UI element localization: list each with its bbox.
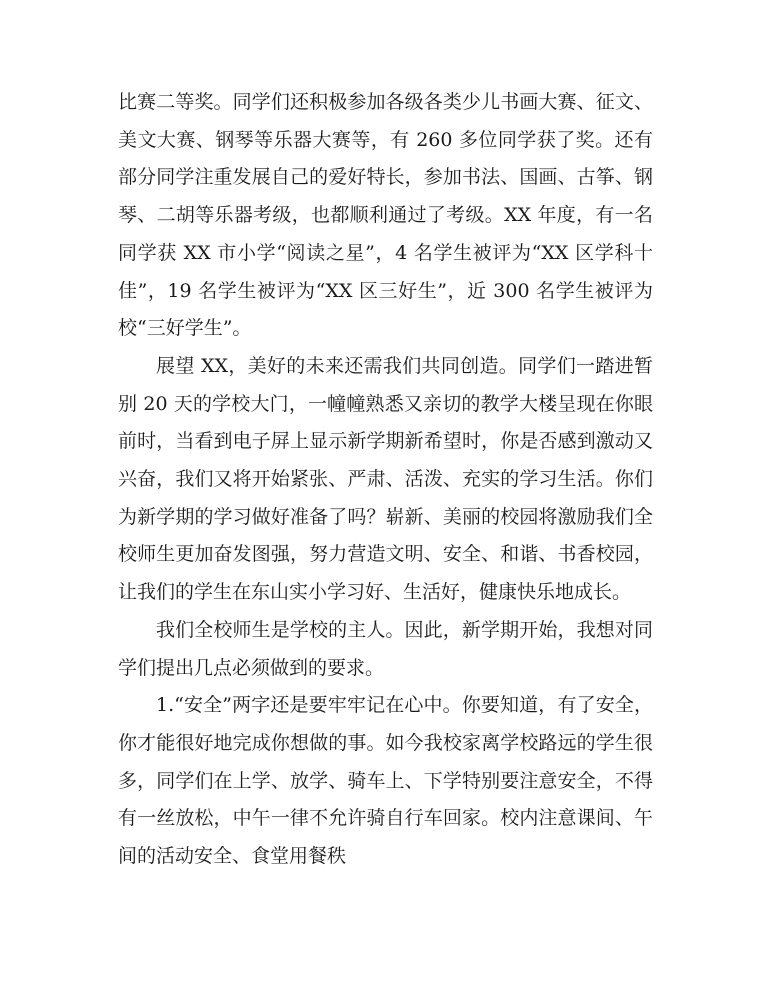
paragraph-safety: 1.“安全”两字还是要牢牢记在心中。你要知道，有了安全，你才能很好地完成你想做的事。如今我校家离学校路远的学生很多，同学们在上学、放学、骑车上、下学特别要注意安全，不得有一丝放松，中午一律不允许骑自行车回家。校内注意课间、午间的活动安全、食堂用餐秩 [118, 694, 653, 868]
paragraph-requirements-intro: 我们全校师生是学校的主人。因此，新学期开始，我想对同学们提出几点必须做到的要求。 [118, 618, 653, 679]
paragraph-awards: 比赛二等奖。同学们还积极参加各级各类少儿书画大赛、征文、美文大赛、钢琴等乐器大赛等，有 260 多位同学获了奖。还有部分同学注重发展自己的爱好特长，参加书法、国画、古筝、钢琴、二胡等乐器考级，也都顺利通过了考级。XX 年度，有一名同学获 XX 市小学“阅读之星”，4 名学生被评为“XX 区学科十佳”，19 名学生被评为“XX 区三好生”，近 300 名学生被评为校“三好学生”。 [118, 91, 653, 340]
paragraph-outlook: 展望 XX，美好的未来还需我们共同创造。同学们一踏进暂别 20 天的学校大门，一幢幢熟悉又亲切的教学大楼呈现在你眼前时，当看到电子屏上显示新学期新希望时，你是否感到激动又兴奋，我们又将开始紧张、严肃、活泼、充实的学习生活。你们为新学期的学习做好准备了吗？崭新、美丽的校园将激励我们全校师生更加奋发图强，努力营造文明、安全、和谐、书香校园，让我们的学生在东山实小学习好、生活好，健康快乐地成长。 [118, 354, 653, 604]
body-text [118, 84, 653, 876]
